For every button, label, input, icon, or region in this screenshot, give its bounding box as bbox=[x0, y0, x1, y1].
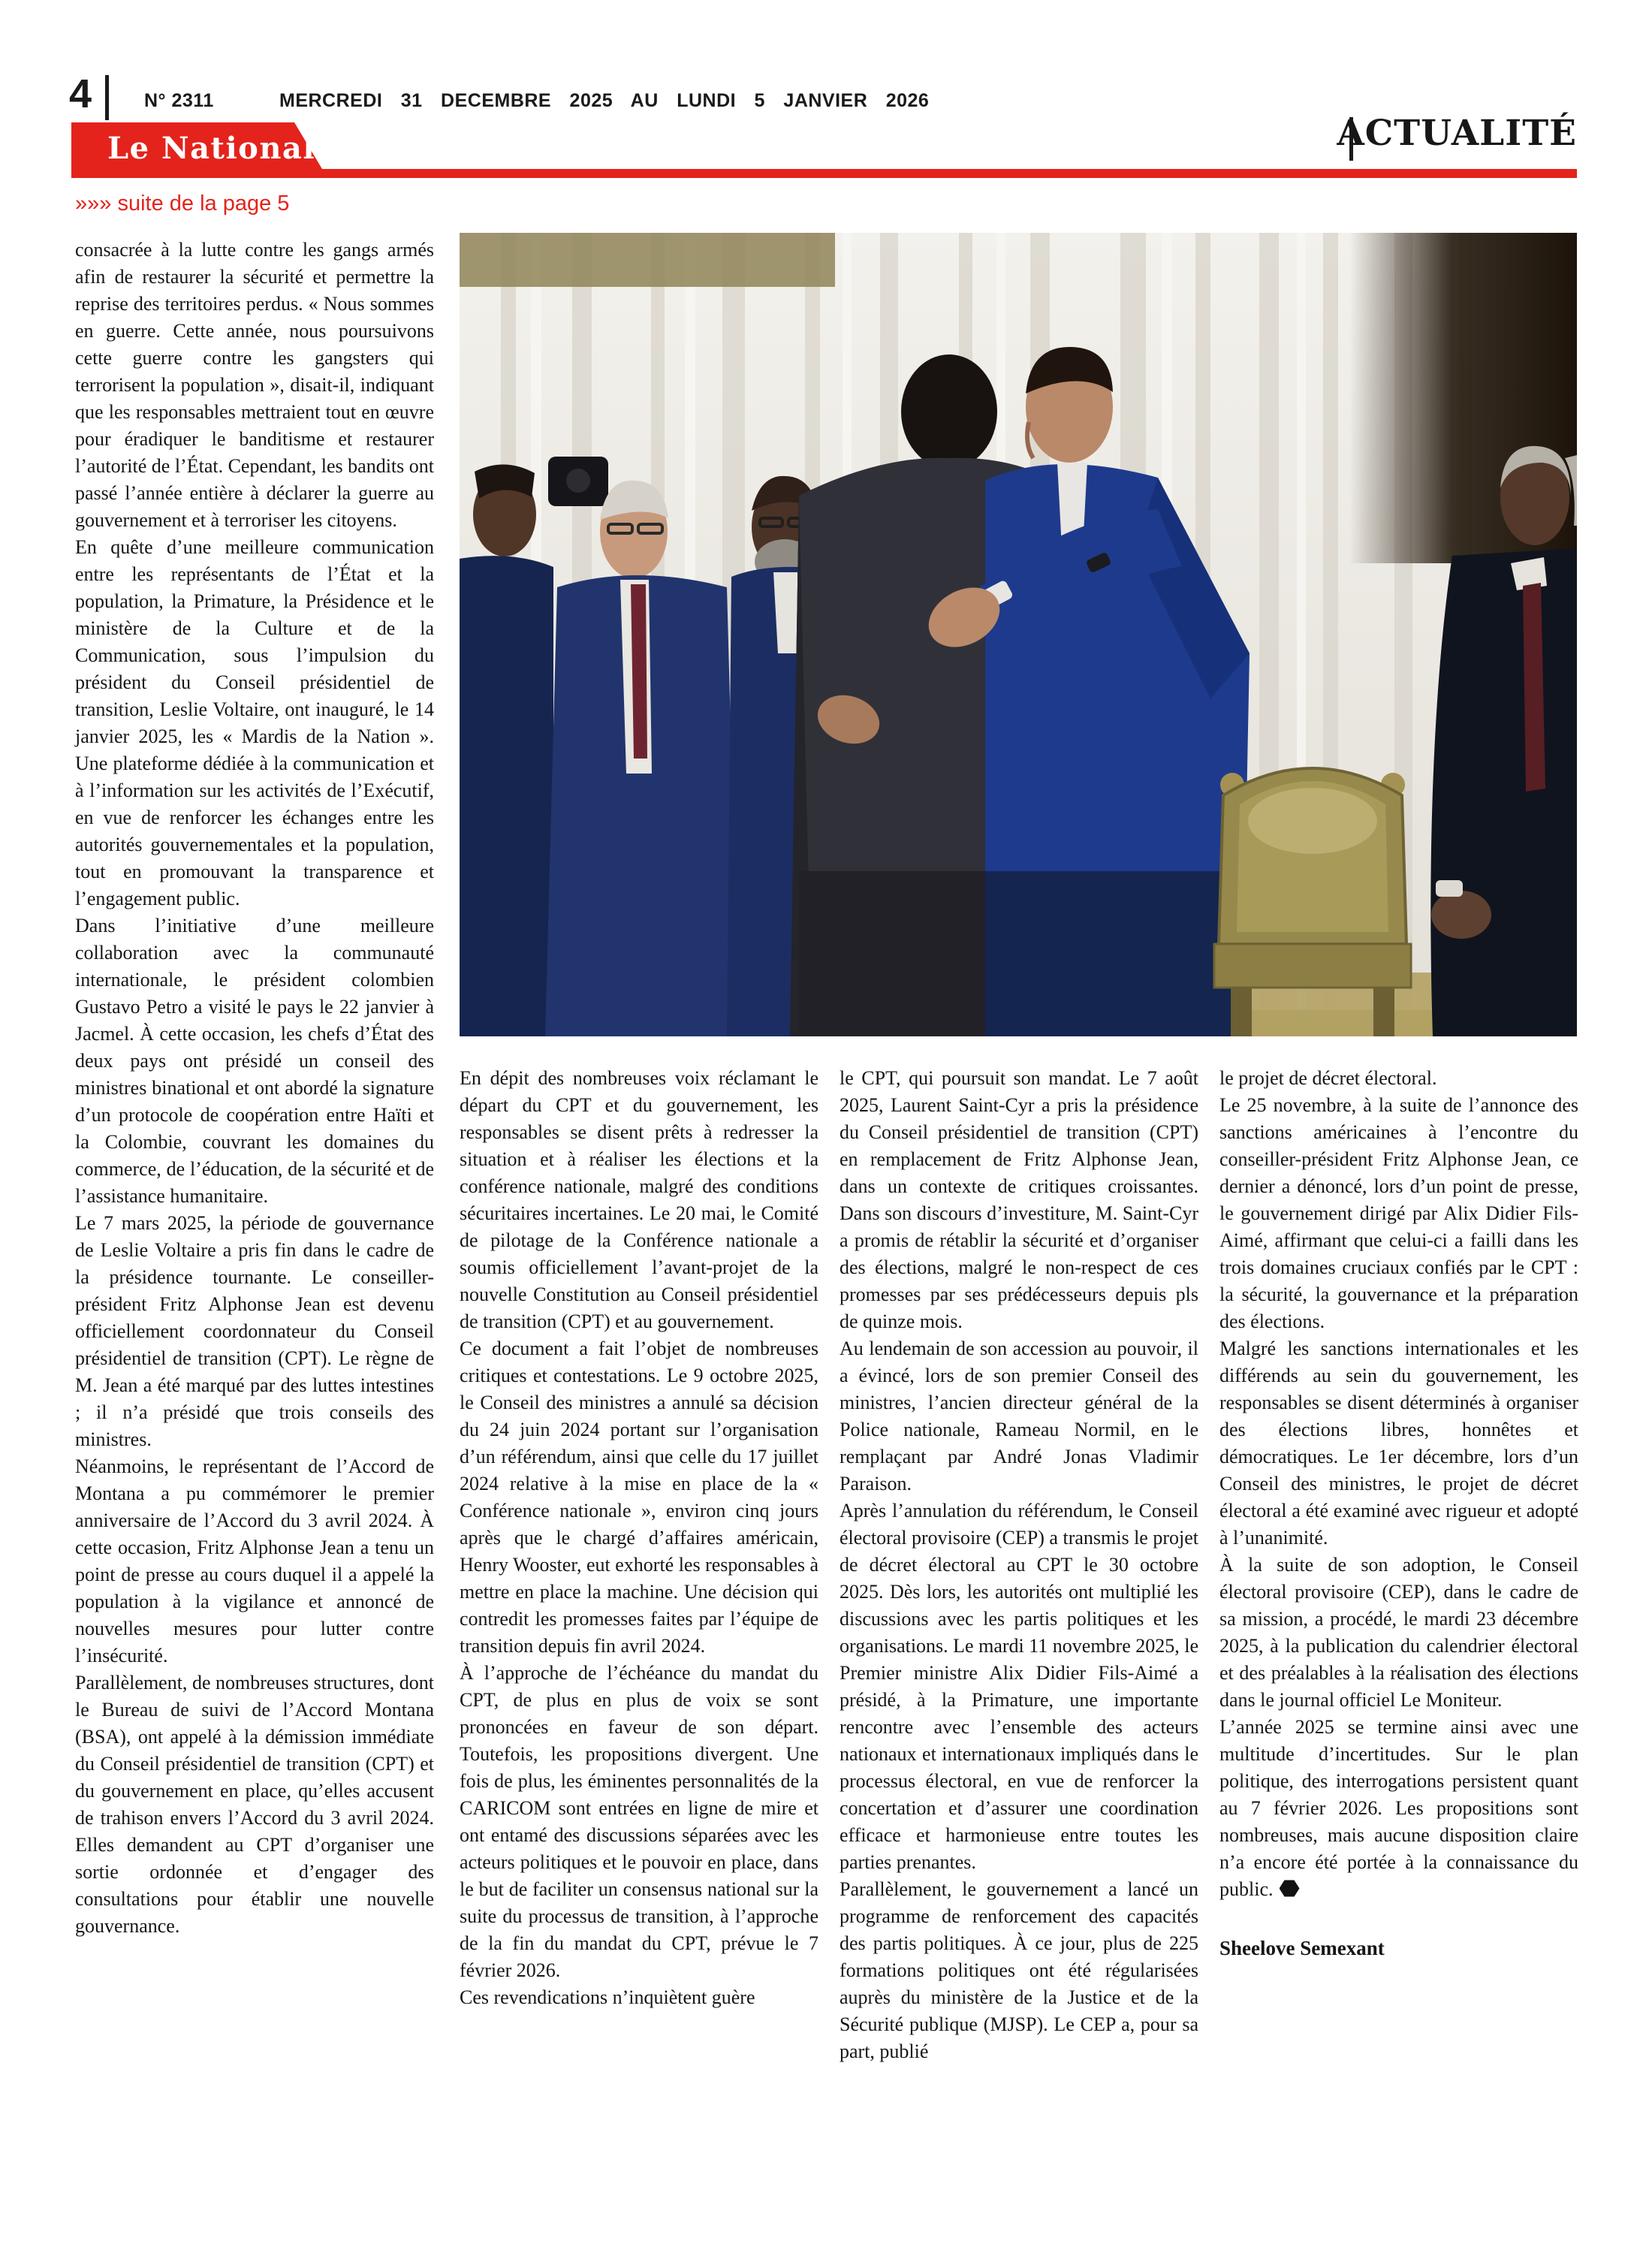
paragraph: En dépit des nombreuses voix réclamant le départ du CPT et du gouvernement, les responsables se disent prêts à redresser la situation et à réaliser les élections et la conférence nationale, malgré des conditions sécuritaires incertaines. Le 20 mai, le Comité de pilotage de la Conférence nationale a soumis officiellement l’avant-projet de la nouvelle Constitution au Conseil présidentiel de transition (CPT) et au gouvernement. bbox=[460, 1067, 818, 1332]
paragraph: consacrée à la lutte contre les gangs armés afin de restaurer la sécurité et permettre la reprise des territoires perdus. « Nous sommes en guerre. Cette année, nous poursuivons cette guerre contre les gangsters qui terrorisent la population », disait-il, indiquant que les responsables mettraient tout en œuvre pour éradiquer le banditisme et restaurer l’autorité de l’État. Cependant, les bandits ont passé l’année entière à déclarer la guerre au gouvernement et à terroriser les citoyens. bbox=[75, 239, 434, 531]
page-number: 4 bbox=[69, 71, 92, 116]
paragraph: le CPT, qui poursuit son mandat. Le 7 août 2025, Laurent Saint-Cyr a pris la présidence du Conseil présidentiel de transition (CPT) en remplacement de Fritz Alphonse Jean, dans un contexte de critiques croissantes. Dans son discours d’investiture, M. Saint-Cyr a promis de rétablir la sécurité et d’organiser des élections, malgré le non-respect de ces promesses par ses prédécesseurs depuis pls de quinze mois. bbox=[840, 1067, 1198, 1332]
photo-illustration bbox=[460, 233, 1577, 1036]
paragraph: Parallèlement, le gouvernement a lancé un programme de renforcement des capacités des partis politiques. À ce jour, plus de 225 formations politiques ont été régularisées auprès du ministère de la Justice et de la Sécurité publique (MJSP). Le CEP a, pour sa part, publié bbox=[840, 1878, 1198, 2062]
paragraph: le projet de décret électoral. bbox=[1219, 1067, 1437, 1089]
article-column-2 bbox=[460, 1065, 818, 2011]
issue-number: N° 2311 bbox=[144, 90, 214, 111]
paragraph: Ces revendications n’inquiètent guère bbox=[460, 1986, 755, 2008]
article-photo bbox=[460, 233, 1577, 1036]
continuation-note: »»» suite de la page 5 bbox=[75, 192, 290, 216]
author-byline: Sheelove Semexant bbox=[1219, 1937, 1385, 1959]
paragraph-text: L’année 2025 se termine ainsi avec une multitude d’incertitudes. Sur le plan politique, des interrogations persistent quant au 7 février 2026. Les propositions sont nombreuses, mais aucune disposition claire n’a encore été portée à la connaissance du public. bbox=[1219, 1716, 1578, 1900]
paragraph bbox=[1219, 1714, 1578, 1903]
paragraph: Malgré les sanctions internationales et les différends au sein du gouvernement, les responsables se disent déterminés à organiser des élections libres, honnêtes et démocratiques. Le 1er décembre, lors d’un Conseil des ministres, le projet de décret électoral a été examiné avec rigueur et adopté à l’unanimité. bbox=[1219, 1338, 1578, 1549]
paragraph: À l’approche de l’échéance du mandat du CPT, de plus en plus de voix se sont prononcées en faveur de son départ. Toutefois, les propositions divergent. Une fois de plus, les éminentes personnalités de la CARICOM sont entrées en ligne de mire et ont entamé des discussions séparées avec les acteurs politiques et le pouvoir en place, dans le but de faciliter un consensus national sur la suite du processus de transition, à l’approche de la fin du mandat du CPT, prévue le 7 février 2026. bbox=[460, 1662, 818, 1981]
paragraph: Au lendemain de son accession au pouvoir, il a évincé, lors de son premier Conseil des ministres, l’ancien directeur général de la Police nationale, Rameau Normil, en le remplaçant par André Jonas Vladimir Paraison. bbox=[840, 1338, 1198, 1494]
paragraph: Parallèlement, de nombreuses structures, dont le Bureau de suivi de l’Accord Montana (BSA), ont appelé à la démission immédiate du Conseil présidentiel de transition (CPT) et du gouvernement en place, qu’elles accusent de trahison envers l’Accord du 3 avril 2024. Elles demandent au CPT d’organiser une sortie ordonnée et d’engager des consultations pour établir une nouvelle gouvernance. bbox=[75, 1672, 434, 1937]
page-number-divider bbox=[105, 75, 109, 120]
paragraph: Après l’annulation du référendum, le Conseil électoral provisoire (CEP) a transmis le projet de décret électoral au CPT le 30 octobre 2025. Dès lors, les autorités ont multiplié les discussions avec les partis politiques et les organisations. Le mardi 11 novembre 2025, le Premier ministre Alix Didier Fils-Aimé a présidé, à la Primature, une importante rencontre avec l’ensemble des acteurs nationaux et internationaux impliqués dans le processus électoral, en vue de renforcer la concertation et d’assurer une coordination efficace et harmonieuse entre toutes les parties prenantes. bbox=[840, 1500, 1199, 1873]
paragraph: À la suite de son adoption, le Conseil électoral provisoire (CEP), dans le cadre de sa mission, a procédé, le mardi 23 décembre 2025, à la publication du calendrier électoral et des préalables à la réalisation des élections dans le journal officiel Le Moniteur. bbox=[1219, 1554, 1578, 1711]
paragraph: Dans l’initiative d’une meilleure collaboration avec la communauté internationale, le président colombien Gustavo Petro a visité le pays le 22 janvier à Jacmel. À cette occasion, les chefs d’État des deux pays ont présidé un conseil des ministres binational et ont abordé la signature d’un protocole de coopération entre Haïti et la Colombie, couvrant les domaines du commerce, de l’éducation, de la sécurité et de l’assistance humanitaire. bbox=[75, 915, 434, 1207]
article-column-1 bbox=[75, 237, 434, 1940]
paragraph: Le 25 novembre, à la suite de l’annonce des sanctions américaines à l’encontre du conseiller-président Fritz Alphonse Jean, ce dernier a dénoncé, lors d’un point de presse, le gouvernement dirigé par Alix Didier Fils-Aimé, affirmant que celui-ci a failli dans les trois domaines cruciaux confiés par le CPT : la sécurité, la gouvernance et la préparation des élections. bbox=[1219, 1094, 1578, 1332]
paragraph: Le 7 mars 2025, la période de gouvernance de Leslie Voltaire a pris fin dans le cadre de la présidence tournante. Le conseiller-président Fritz Alphonse Jean est devenu officiellement coordonnateur du Conseil présidentiel de transition (CPT). Le règne de M. Jean a été marqué par des luttes intestines ; il n’a présidé que trois conseils des ministres. bbox=[75, 1212, 434, 1450]
article-column-4 bbox=[1219, 1065, 1578, 1962]
section-title: ACTUALITÉ bbox=[1337, 113, 1577, 154]
date-line: MERCREDI 31 DECEMBRE 2025 AU LUNDI 5 JANVIER 2026 bbox=[279, 90, 930, 111]
end-of-article-icon bbox=[1280, 1879, 1300, 1898]
paragraph: En quête d’une meilleure communication entre les représentants de l’État et la population, la Primature, la Présidence et le ministère de la Culture et de la Communication, sous l’impulsion du président du Conseil présidentiel de transition, Leslie Voltaire, ont inauguré, le 14 janvier 2025, les « Mardis de la Nation ». Une plateforme dédiée à la communication et à l’information sur les activités de l’Exécutif, en vue de renforcer les échanges entre les autorités gouvernementales et la population, tout en promouvant la transparence et l’engagement public. bbox=[75, 536, 434, 909]
brand-logo: Le National bbox=[107, 131, 316, 166]
paragraph: Ce document a fait l’objet de nombreuses critiques et contestations. Le 9 octobre 2025, le Conseil des ministres a annulé sa décision du 24 juin 2024 portant sur l’organisation d’un référendum, ainsi que celle du 17 juillet 2024 relative à la mise en place de la « Conférence nationale », environ cinq jours après que le chargé d’affaires américain, Henry Wooster, eut exhorté les responsables à mettre en place la machine. Une décision qui contredit les promesses faites par l’équipe de transition depuis fin avril 2024. bbox=[460, 1338, 818, 1657]
paragraph: Néanmoins, le représentant de l’Accord de Montana a pu commémorer le premier anniversaire de l’Accord du 3 avril 2024. À cette occasion, Fritz Alphonse Jean a tenu un point de presse au cours duquel il a appelé la population à la vigilance et annoncé de nouvelles mesures pour lutter contre l’insécurité. bbox=[75, 1455, 434, 1666]
article-column-3 bbox=[840, 1065, 1198, 2065]
